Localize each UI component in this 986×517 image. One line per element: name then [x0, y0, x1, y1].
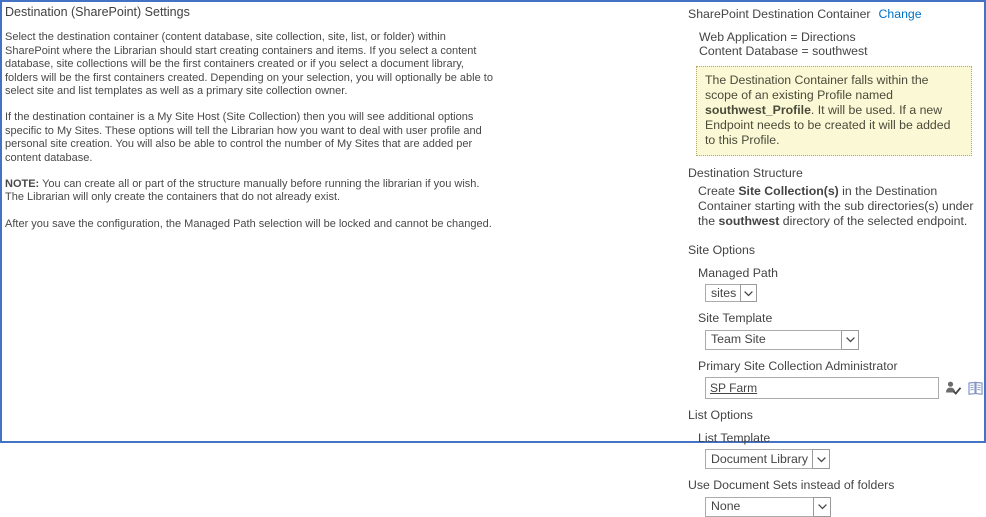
chevron-down-icon — [841, 330, 859, 350]
chevron-down-icon — [812, 449, 830, 469]
ds-text-1: Create — [698, 184, 738, 198]
check-names-icon[interactable] — [945, 380, 962, 396]
notice-profile-name: southwest_Profile — [705, 103, 811, 117]
chevron-down-icon — [740, 284, 757, 302]
notice-text-part1: The Destination Container falls within the scope of an existing Profile named — [705, 73, 929, 102]
site-template-selected-value: Team Site — [706, 332, 842, 347]
list-options-heading: List Options — [688, 408, 984, 423]
site-collection-administrator-input[interactable] — [705, 377, 939, 399]
settings-panel — [688, 7, 984, 517]
note-label: NOTE: — [5, 178, 39, 190]
document-sets-selected-value: None — [706, 499, 814, 514]
destination-container-title: SharePoint Destination Container — [688, 7, 871, 22]
site-collection-administrator-label: Primary Site Collection Administrator — [698, 359, 984, 374]
document-sets-select[interactable] — [705, 497, 831, 517]
description-panel — [5, 6, 497, 244]
change-link[interactable]: Change — [879, 7, 922, 22]
destination-structure-description — [698, 184, 982, 229]
document-sets-label: Use Document Sets instead of folders — [688, 478, 984, 493]
site-options-heading: Site Options — [688, 243, 984, 258]
list-template-label: List Template — [698, 431, 984, 446]
site-template-select[interactable] — [705, 330, 859, 350]
web-application-value: Web Application = Directions — [699, 30, 984, 45]
note-text: You can create all or part of the structure manually before running the librarian if you wish. The Librarian will only create the containers that do not already exist. — [5, 178, 479, 203]
ds-text-3: directory of the selected endpoint. — [779, 214, 967, 228]
page-title: Destination (SharePoint) Settings — [5, 6, 497, 19]
managed-path-label: Managed Path — [698, 266, 984, 281]
list-template-selected-value: Document Library — [706, 452, 813, 467]
description-paragraph-4: After you save the configuration, the Managed Path selection will be locked and cannot be changed. — [5, 218, 497, 231]
content-database-value: Content Database = southwest — [699, 44, 984, 59]
address-book-icon[interactable] — [967, 380, 984, 396]
managed-path-selected-value: sites — [706, 286, 741, 301]
destination-structure-heading: Destination Structure — [688, 166, 984, 181]
profile-notice-box — [696, 66, 972, 156]
description-paragraph-1: Select the destination container (content database, site collection, site, list, or folder) within SharePoint where the Librarian should start creating containers and items. If you select a content database, site collections will be the first containers created or if you select a document library, folders will be the first containers created. Depending on your selection, you will optionally be able to select site and list templates as well as a primary site collection owner. — [5, 31, 497, 98]
destination-container-header — [688, 7, 984, 22]
notice-text-part2: . It will be used. If a new Endpoint needs to be created it will be added to this Profile. — [705, 103, 950, 147]
ds-text-2: in the Destination Container starting with the sub directories(s) under the — [698, 184, 973, 228]
ds-bold-site-collections: Site Collection(s) — [738, 184, 838, 198]
description-note — [5, 178, 497, 205]
managed-path-select[interactable] — [705, 284, 749, 302]
site-template-label: Site Template — [698, 311, 984, 326]
description-paragraph-2: If the destination container is a My Site Host (Site Collection) then you will see additional options specific to My Sites. These options will tell the Librarian how you want to deal with user profile and personal site creation. You will also be able to control the number of My Sites that are added per content database. — [5, 111, 497, 165]
ds-bold-southwest: southwest — [719, 214, 780, 228]
list-template-select[interactable] — [705, 449, 830, 469]
chevron-down-icon — [813, 497, 831, 517]
